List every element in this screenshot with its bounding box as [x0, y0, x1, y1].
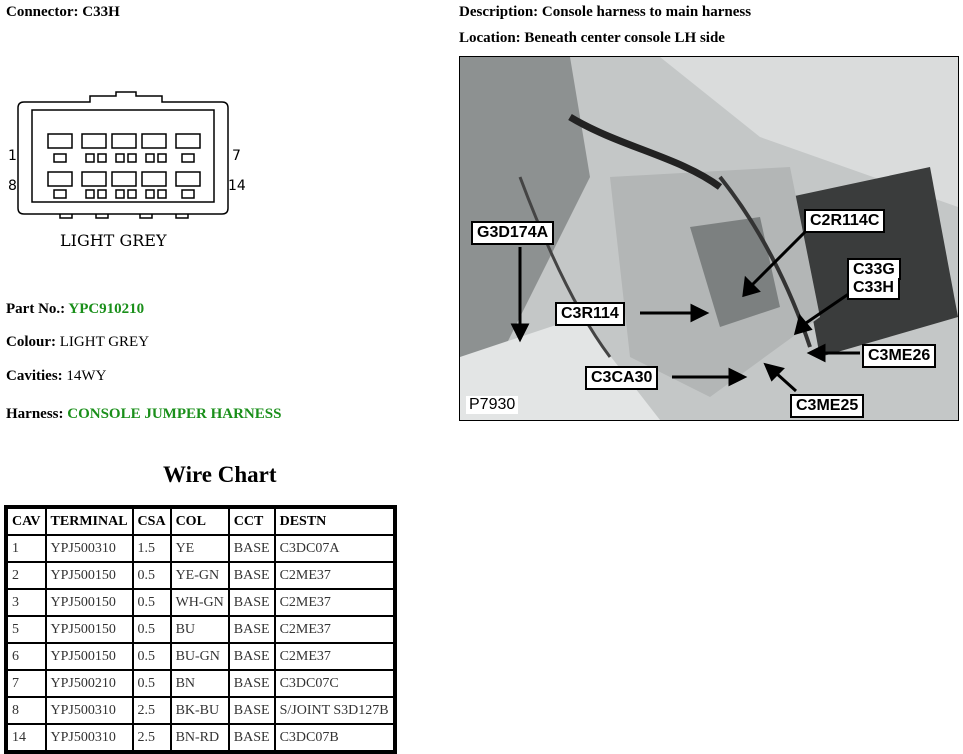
cell-cav: 14	[7, 724, 46, 751]
colour-line	[6, 334, 149, 351]
wire-chart-title: Wire Chart	[163, 462, 277, 487]
cell-terminal: YPJ500150	[46, 589, 133, 616]
pin-label-1: 1	[8, 148, 17, 164]
cell-destn: S/JOINT S3D127B	[275, 697, 394, 724]
cell-cct: BASE	[229, 535, 275, 562]
photo-reference: P7930	[466, 396, 518, 414]
connector-value: C33H	[82, 4, 120, 20]
location-line	[459, 30, 725, 47]
cell-terminal: YPJ500310	[46, 724, 133, 751]
header-cct: CCT	[229, 508, 275, 535]
table-row	[7, 643, 394, 670]
cell-csa: 2.5	[133, 724, 171, 751]
header-col: COL	[171, 508, 229, 535]
cell-csa: 1.5	[133, 535, 171, 562]
header-destn: DESTN	[275, 508, 394, 535]
cell-destn: C3DC07C	[275, 670, 394, 697]
pin-label-8: 8	[8, 178, 17, 194]
description-line	[459, 4, 751, 21]
cell-cav: 3	[7, 589, 46, 616]
cell-terminal: YPJ500310	[46, 697, 133, 724]
part-no-link[interactable]: YPC910210	[68, 301, 145, 317]
harness-line	[6, 406, 281, 423]
harness-label: Harness:	[6, 406, 64, 422]
pin-label-7: 7	[232, 148, 241, 164]
callout-c3me25: C3ME25	[790, 394, 864, 418]
cell-cav: 8	[7, 697, 46, 724]
cell-csa: 0.5	[133, 643, 171, 670]
cavities-line	[6, 368, 106, 385]
cell-destn: C3DC07B	[275, 724, 394, 751]
cell-cct: BASE	[229, 670, 275, 697]
connector-line	[6, 4, 120, 21]
callout-c3me26: C3ME26	[862, 344, 936, 368]
cell-destn: C2ME37	[275, 562, 394, 589]
diagram-colour-caption: LIGHT GREY	[60, 231, 167, 250]
connector-face-diagram	[0, 90, 250, 260]
location-label: Location:	[459, 30, 521, 46]
cell-terminal: YPJ500210	[46, 670, 133, 697]
colour-value: LIGHT GREY	[59, 334, 150, 350]
cell-destn: C2ME37	[275, 616, 394, 643]
cell-terminal: YPJ500310	[46, 535, 133, 562]
part-no-label: Part No.:	[6, 301, 66, 317]
cell-cct: BASE	[229, 643, 275, 670]
location-value: Beneath center console LH side	[524, 30, 725, 46]
header-terminal: TERMINAL	[46, 508, 133, 535]
cell-col: BU	[171, 616, 229, 643]
table-row	[7, 562, 394, 589]
cell-csa: 0.5	[133, 589, 171, 616]
callout-g3d174a: G3D174A	[471, 221, 554, 245]
cell-cct: BASE	[229, 697, 275, 724]
cell-cav: 5	[7, 616, 46, 643]
callout-c3r114: C3R114	[555, 302, 625, 326]
cell-cct: BASE	[229, 724, 275, 751]
cell-cav: 1	[7, 535, 46, 562]
cell-col: BK-BU	[171, 697, 229, 724]
cell-csa: 2.5	[133, 697, 171, 724]
cell-col: BN	[171, 670, 229, 697]
description-label: Description:	[459, 4, 539, 20]
cell-csa: 0.5	[133, 670, 171, 697]
cell-col: BU-GN	[171, 643, 229, 670]
cavities-label: Cavities:	[6, 368, 63, 384]
table-row	[7, 616, 394, 643]
connector-label: Connector:	[6, 4, 79, 20]
description-value: Console harness to main harness	[541, 4, 752, 20]
cavities-value: 14WY	[66, 368, 107, 384]
cell-destn: C2ME37	[275, 589, 394, 616]
callout-c33h: C33H	[847, 278, 900, 300]
cell-col: YE-GN	[171, 562, 229, 589]
callout-c33g: C33G	[847, 258, 901, 280]
cell-destn: C3DC07A	[275, 535, 394, 562]
table-row	[7, 670, 394, 697]
cell-cav: 7	[7, 670, 46, 697]
colour-label: Colour:	[6, 334, 56, 350]
part-no-line	[6, 301, 144, 318]
cell-terminal: YPJ500150	[46, 562, 133, 589]
callout-c2r114c: C2R114C	[804, 209, 885, 233]
wire-chart-table	[4, 505, 397, 754]
cell-terminal: YPJ500150	[46, 616, 133, 643]
table-header-row	[7, 508, 394, 535]
cell-col: WH-GN	[171, 589, 229, 616]
cell-cct: BASE	[229, 616, 275, 643]
header-csa: CSA	[133, 508, 171, 535]
table-row	[7, 697, 394, 724]
pin-label-14: 14	[228, 178, 246, 194]
cell-csa: 0.5	[133, 616, 171, 643]
harness-link[interactable]: CONSOLE JUMPER HARNESS	[67, 406, 282, 422]
callout-c3ca30: C3CA30	[585, 366, 658, 390]
table-row	[7, 535, 394, 562]
cell-col: YE	[171, 535, 229, 562]
cell-terminal: YPJ500150	[46, 643, 133, 670]
cell-csa: 0.5	[133, 562, 171, 589]
header-cav: CAV	[7, 508, 46, 535]
cell-col: BN-RD	[171, 724, 229, 751]
cell-destn: C2ME37	[275, 643, 394, 670]
cell-cct: BASE	[229, 589, 275, 616]
table-row	[7, 589, 394, 616]
table-row	[7, 724, 394, 751]
cell-cav: 2	[7, 562, 46, 589]
cell-cct: BASE	[229, 562, 275, 589]
cell-cav: 6	[7, 643, 46, 670]
